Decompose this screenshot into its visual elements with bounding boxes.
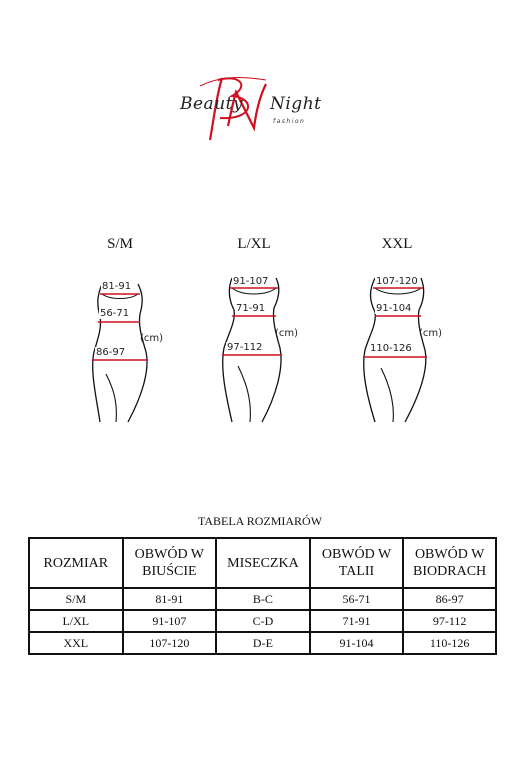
cell-hips: 97-112	[403, 610, 496, 632]
table-header-row	[29, 538, 496, 588]
cell-size: S/M	[29, 588, 123, 610]
header-size: ROZMIAR	[29, 538, 123, 588]
brand-logo	[170, 68, 350, 148]
brand-subtitle: fashion	[273, 118, 306, 125]
table-row	[29, 632, 496, 654]
cell-waist: 71-91	[310, 610, 403, 632]
unit-label: (cm)	[275, 328, 299, 339]
cell-bust: 107-120	[123, 632, 216, 654]
brand-name-left: Beauty	[180, 94, 244, 114]
cell-bust: 81-91	[123, 588, 216, 610]
size-table	[28, 537, 497, 655]
bust-measurement: 107-120	[376, 276, 418, 287]
hips-measurement: 86-97	[96, 347, 126, 358]
bust-measurement: 81-91	[102, 281, 132, 292]
cell-bust: 91-107	[123, 610, 216, 632]
cell-cup: D-E	[216, 632, 310, 654]
hips-measurement: 97-112	[227, 342, 263, 353]
cell-hips: 110-126	[403, 632, 496, 654]
header-waist: OBWÓD W TALII	[310, 538, 403, 588]
cell-size: L/XL	[29, 610, 123, 632]
header-bust: OBWÓD W BIUŚCIE	[123, 538, 216, 588]
cell-cup: C-D	[216, 610, 310, 632]
header-hips: OBWÓD W BIODRACH	[403, 538, 496, 588]
figure-size-2	[220, 236, 340, 436]
waist-measurement: 91-104	[376, 303, 412, 314]
cell-waist: 56-71	[310, 588, 403, 610]
table-row	[29, 610, 496, 632]
figure-size-label: XXL	[381, 236, 413, 252]
size-table-title: TABELA ROZMIARÓW	[197, 514, 323, 528]
bust-measurement: 91-107	[233, 276, 269, 287]
hips-measurement: 110-126	[370, 343, 412, 354]
figure-size-label: S/M	[107, 236, 133, 252]
figure-size-1	[88, 236, 208, 436]
cell-cup: B-C	[216, 588, 310, 610]
waist-measurement: 71-91	[236, 303, 266, 314]
header-cup: MISECZKA	[216, 538, 310, 588]
figure-size-3	[363, 236, 483, 436]
cell-size: XXL	[29, 632, 123, 654]
brand-name-right: Night	[270, 94, 322, 114]
cell-hips: 86-97	[403, 588, 496, 610]
cell-waist: 91-104	[310, 632, 403, 654]
unit-label: (cm)	[140, 333, 164, 344]
table-row	[29, 588, 496, 610]
waist-measurement: 56-71	[100, 308, 130, 319]
figure-size-label: L/XL	[237, 236, 271, 252]
unit-label: (cm)	[419, 328, 443, 339]
